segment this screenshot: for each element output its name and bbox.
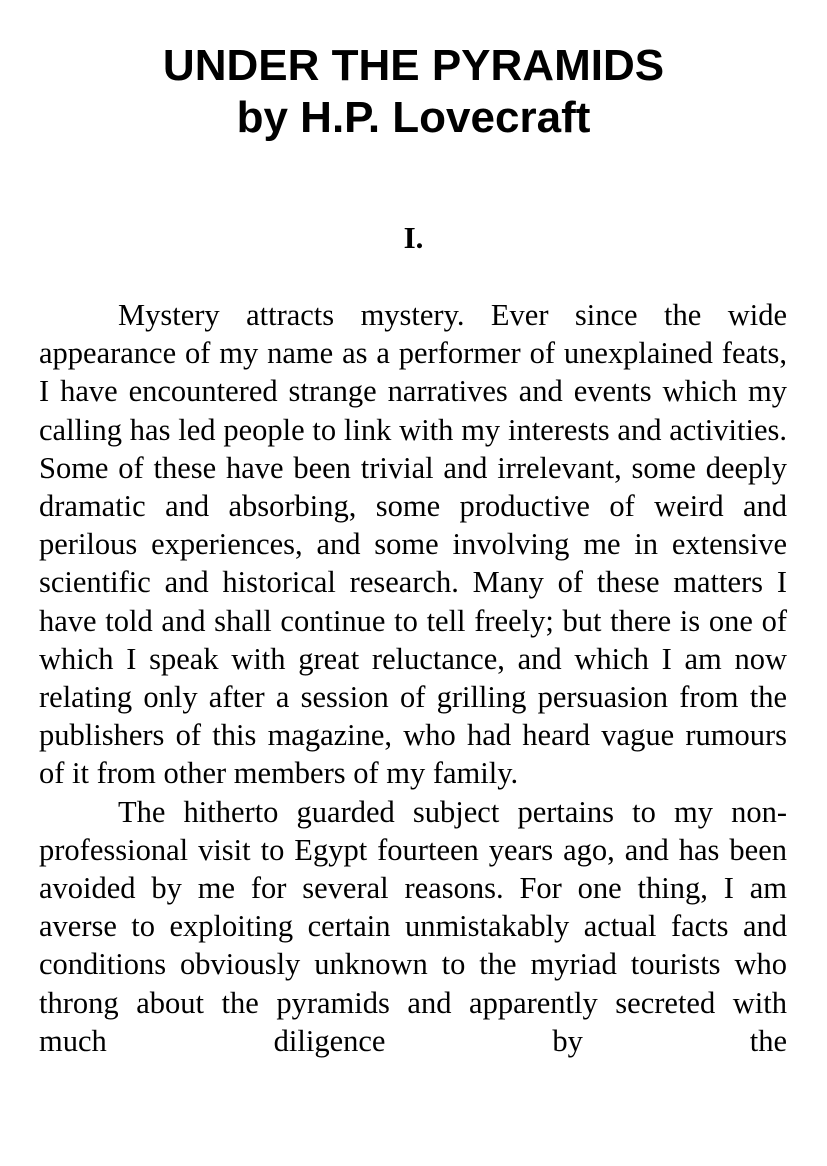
paragraph: Mystery attracts mystery. Ever since the wide appearance of my name as a performer of unexplained feats, I have encountered strange narratives and events which my calling has led people to link with my interests and activities. Some of these have been trivial and irrelevant, some deeply dramatic and absorbing, some productive of weird and perilous experiences, and some involving me in extensive scientific and historical research. Many of these matters I have told and shall continue to tell freely; but there is one of which I speak with great reluctance, and which I am now relating only after a session of grilling persuasion from the publishers of this magazine, who had heard vague rumours of it from other members of my family.: [39, 298, 787, 791]
chapter-heading: I.: [403, 220, 424, 255]
story-title: UNDER THE PYRAMIDS: [162, 41, 665, 90]
document-title: [0, 40, 827, 144]
author-byline: by H.P. Lovecraft: [236, 93, 591, 142]
body-text: [39, 296, 787, 1060]
paragraph: The hitherto guarded subject pertains to my non-professional visit to Egypt fourteen years ago, and has been avoided by me for several reasons. For one thing, I am averse to exploiting certain unmistakably actual facts and conditions obviously unknown to the myriad tourists who throng about the pyramids and apparently secreted with much diligence by the: [39, 794, 787, 1058]
